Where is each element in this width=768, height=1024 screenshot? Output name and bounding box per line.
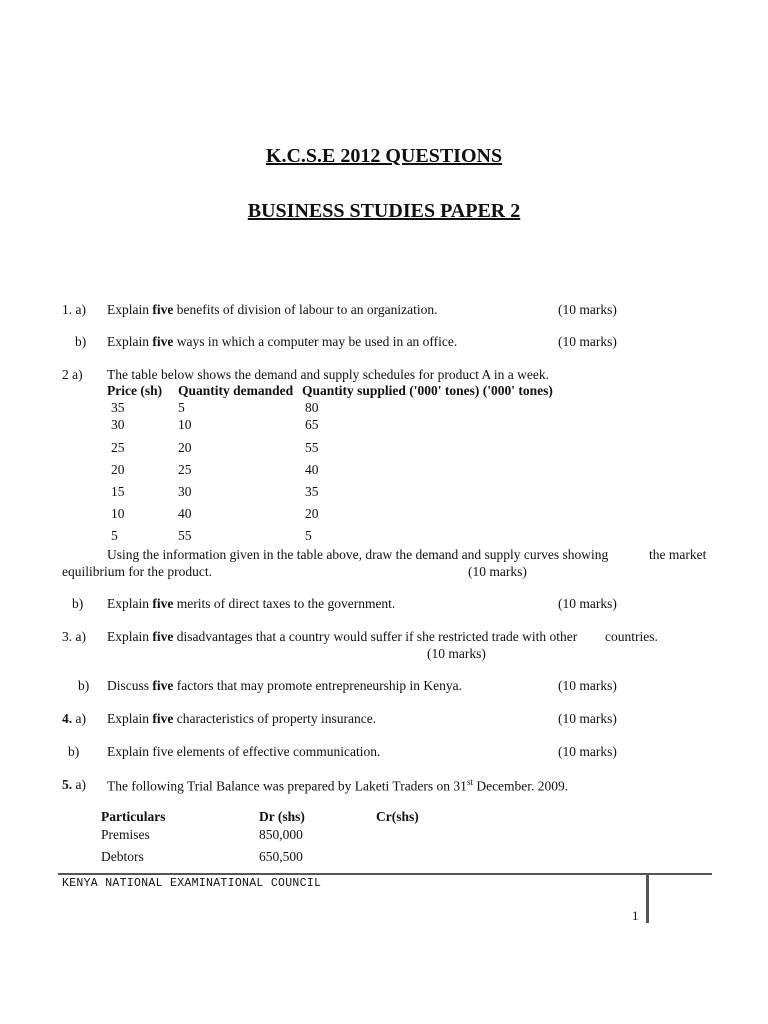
schedule-cell: 55 xyxy=(305,440,319,455)
schedule-cell: 35 xyxy=(305,484,319,499)
q1b-text: Explain five ways in which a computer may be used in an office. xyxy=(107,334,458,349)
q3a-number: 3. a) xyxy=(62,629,86,644)
schedule-cell: 5 xyxy=(111,528,118,543)
q1a-text: Explain five benefits of division of labour to an organization. xyxy=(107,302,438,317)
q5a-number: 5. a) xyxy=(62,777,86,792)
trial-balance-cell: Premises xyxy=(101,827,150,842)
q2a-instruction-line1b: the market xyxy=(649,547,707,562)
q2a-text: The table below shows the demand and supply schedules for product A in a week. xyxy=(107,367,550,382)
q4a-marks: (10 marks) xyxy=(558,711,617,726)
schedule-cell: 10 xyxy=(178,417,192,432)
schedule-cell: 30 xyxy=(178,484,192,499)
schedule-cell: 55 xyxy=(178,528,192,543)
q3a-text: Explain five disadvantages that a country would suffer if she restricted trade with other xyxy=(107,629,578,644)
trial-balance-cell: Debtors xyxy=(101,849,144,864)
q4b-marks: (10 marks) xyxy=(558,744,617,759)
page-number: 1 xyxy=(632,908,639,923)
trial-balance-cell: 650,500 xyxy=(259,849,303,864)
schedule-header-supplied: Quantity supplied ('000' tones) ('000' tones) xyxy=(302,383,553,398)
schedule-cell: 20 xyxy=(111,462,125,477)
trial-balance-header-dr: Dr (shs) xyxy=(259,809,305,824)
schedule-cell: 5 xyxy=(178,400,185,415)
schedule-cell: 5 xyxy=(305,528,312,543)
q2a-instruction-line1: Using the information given in the table above, draw the demand and supply curves showing xyxy=(107,547,609,562)
q3a-marks: (10 marks) xyxy=(427,646,486,661)
trial-balance-cell: 850,000 xyxy=(259,827,303,842)
schedule-header-demanded: Quantity demanded xyxy=(178,383,294,398)
q2b-number: b) xyxy=(72,596,84,611)
schedule-header-price: Price (sh) xyxy=(107,383,163,398)
q4b-number: b) xyxy=(68,744,80,759)
q3b-marks: (10 marks) xyxy=(558,678,617,693)
q4a-text: Explain five characteristics of property insurance. xyxy=(107,711,377,726)
page-subtitle: BUSINESS STUDIES PAPER 2 xyxy=(247,200,521,222)
q2a-number: 2 a) xyxy=(62,367,83,382)
q1b-marks: (10 marks) xyxy=(558,334,617,349)
trial-balance-header-particulars: Particulars xyxy=(101,809,166,824)
q4b-text: Explain five elements of effective communication. xyxy=(107,744,381,759)
q3b-number: b) xyxy=(78,678,90,693)
q3a-text-end: countries. xyxy=(605,629,658,644)
schedule-cell: 25 xyxy=(178,462,192,477)
schedule-cell: 25 xyxy=(111,440,125,455)
schedule-cell: 80 xyxy=(305,400,319,415)
footer-rule xyxy=(58,873,712,875)
schedule-cell: 10 xyxy=(111,506,125,521)
schedule-cell: 20 xyxy=(178,440,192,455)
q2b-text: Explain five merits of direct taxes to the government. xyxy=(107,596,396,611)
q3b-text: Discuss five factors that may promote entrepreneurship in Kenya. xyxy=(107,678,463,693)
q1a-number: 1. a) xyxy=(62,302,86,317)
q2a-instruction-line2: equilibrium for the product. xyxy=(62,564,212,579)
schedule-cell: 35 xyxy=(111,400,125,415)
q1b-number: b) xyxy=(75,334,87,349)
page-title: K.C.S.E 2012 QUESTIONS xyxy=(265,145,503,167)
schedule-cell: 15 xyxy=(111,484,125,499)
q5a-text: The following Trial Balance was prepared by Laketi Traders on 31st December. 2009. xyxy=(107,777,569,794)
q2a-marks: (10 marks) xyxy=(468,564,527,579)
trial-balance-header-cr: Cr(shs) xyxy=(376,809,419,824)
schedule-cell: 40 xyxy=(305,462,319,477)
q1a-marks: (10 marks) xyxy=(558,302,617,317)
schedule-cell: 40 xyxy=(178,506,192,521)
schedule-cell: 20 xyxy=(305,506,319,521)
q2b-marks: (10 marks) xyxy=(558,596,617,611)
schedule-cell: 30 xyxy=(111,417,125,432)
footer-council: KENYA NATIONAL EXAMINATIONAL COUNCIL xyxy=(62,877,322,890)
schedule-cell: 65 xyxy=(305,417,319,432)
footer-vertical-rule xyxy=(646,875,649,923)
q4a-number: 4. a) xyxy=(62,711,86,726)
